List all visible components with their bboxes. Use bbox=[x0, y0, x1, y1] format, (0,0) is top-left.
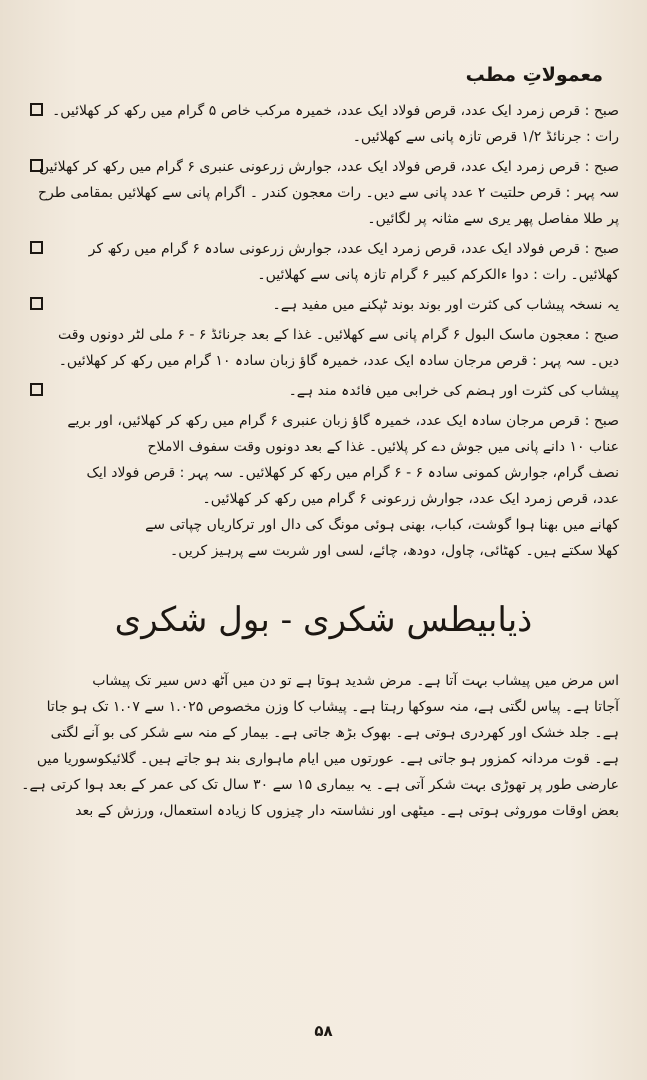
prescription-detail-block bbox=[22, 408, 625, 564]
prescription-item-5 bbox=[22, 378, 625, 404]
text-line: نصف گرام، جوارش کمونی سادہ ۶ - ۶ گرام میں رکھ کر کھلائیں۔ سہ پہر : قرص فولاد ایک bbox=[86, 465, 619, 481]
text-line: ہے۔ جلد خشک اور کھردری ہوتی ہے۔ بھوک بڑھ جاتی ہے۔ بیمار کے منہ سے شکر کی بو آنے لگتی bbox=[50, 725, 619, 741]
section-heading: ذیابیطس شکری - بول شکری bbox=[114, 600, 533, 640]
running-header-title: معمولاتِ مطب bbox=[465, 64, 603, 86]
page-number: ۵۸ bbox=[314, 1022, 333, 1040]
text-line: اس مرض میں پیشاب بہت آتا ہے۔ مرض شدید ہوتا ہے تو دن میں آٹھ دس سیر تک پیشاب bbox=[92, 673, 619, 689]
prescription-detail-block bbox=[22, 322, 625, 374]
text-line: صبح : قرص فولاد ایک عدد، قرص زمرد ایک عدد، جوارش زرعونی سادہ ۶ گرام میں رکھ کر bbox=[88, 241, 619, 257]
text-line: یہ نسخہ پیشاب کی کثرت اور بوند بوند ٹپکنے میں مفید ہے۔ bbox=[272, 297, 619, 313]
prescription-item-1 bbox=[22, 98, 625, 150]
text-line: کھلا سکتے ہیں۔ کھٹائی، چاول، دودھ، چائے، لسی اور شربت سے پرہیز کریں۔ bbox=[170, 543, 619, 559]
text-line: کھلائیں۔ رات : دوا ءالکرکم کبیر ۶ گرام تازہ پانی سے کھلائیں۔ bbox=[257, 267, 619, 283]
text-line: پیشاب کی کثرت اور ہضم کی خرابی میں فائدہ مند ہے۔ bbox=[288, 383, 619, 399]
text-line: کھانے میں بھنا ہوا گوشت، کباب، بھنی ہوئی مونگ کی دال اور ترکاریاں چپاتی سے bbox=[145, 517, 619, 533]
text-line: پر طلا مفاصل پھر یری سے مثانہ پر لگائیں۔ bbox=[367, 211, 619, 227]
checkbox-icon bbox=[30, 159, 43, 172]
text-line: آجاتا ہے۔ پیاس لگتی ہے، منہ سوکھا رہتا ہے۔ پیشاب کا وزن مخصوص ۱.۰۲۵ سے ۱.۰۷ تک ہو جاتا bbox=[46, 699, 619, 715]
text-line: عارضی طور پر تھوڑی بہت شکر آتی ہے۔ یہ بیماری ۱۵ سے ۳۰ سال تک کی عمر کے بعد ہوا کرتی ہے۔ bbox=[21, 777, 619, 793]
prescription-item-4 bbox=[22, 292, 625, 318]
prescription-item-3 bbox=[22, 236, 625, 288]
text-line: سہ پہر : قرص حلتیت ۲ عدد پانی سے دیں۔ رات معجون کندر ۔ اگرام پانی سے کھلائیں بمقامی طرح bbox=[38, 185, 619, 201]
checkbox-icon bbox=[30, 383, 43, 396]
text-line: دیں۔ سہ پہر : قرص مرجان سادہ ایک عدد، خمیرہ گاؤ زبان سادہ ۱۰ گرام میں رکھ کر کھلائیں۔ bbox=[58, 353, 619, 369]
text-line: صبح : معجون ماسک البول ۶ گرام پانی سے کھلائیں۔ غذا کے بعد جرنائڈ ۶ - ۶ ملی لٹر دونوں وقت bbox=[57, 327, 619, 343]
text-line: صبح : قرص مرجان سادہ ایک عدد، خمیرہ گاؤ زبان عنبری ۶ گرام میں رکھ کر کھلائیں، اور بریے bbox=[67, 413, 619, 429]
text-line: عناب ۱۰ دانے پانی میں جوش دے کر پلائیں۔ غذا کے بعد دونوں وقت سفوف الاملاح bbox=[147, 439, 619, 455]
checkbox-icon bbox=[30, 103, 43, 116]
text-line: صبح : قرص زمرد ایک عدد، قرص فولاد ایک عدد، خمیرہ مرکب خاص ۵ گرام میں رکھ کر کھلائیں۔ bbox=[52, 103, 619, 119]
text-line: صبح : قرص زمرد ایک عدد، قرص فولاد ایک عدد، جوارش زرعونی عنبری ۶ گرام میں رکھ کر کھلائیں bbox=[38, 159, 619, 175]
checkbox-icon bbox=[30, 241, 43, 254]
text-line: ہے۔ قوت مردانہ کمزور ہو جاتی ہے۔ عورتوں میں ایام ماہواری بند ہو جاتے ہیں۔ گلائیکوسوریا میں bbox=[36, 751, 619, 767]
text-line: بعض اوقات موروثی ہوتی ہے۔ میٹھی اور نشاستہ دار چیزوں کا زیادہ استعمال، ورزش کے بعد bbox=[75, 803, 619, 819]
checkbox-icon bbox=[30, 297, 43, 310]
prescription-item-2 bbox=[22, 154, 625, 232]
text-line: رات : جرنائڈ ۱/۲ قرص تازہ پانی سے کھلائیں۔ bbox=[352, 129, 619, 145]
section-paragraph bbox=[22, 668, 625, 824]
text-line: عدد، قرص زمرد ایک عدد، جوارش زرعونی ۶ گرام میں رکھ کر کھلائیں۔ bbox=[202, 491, 619, 507]
